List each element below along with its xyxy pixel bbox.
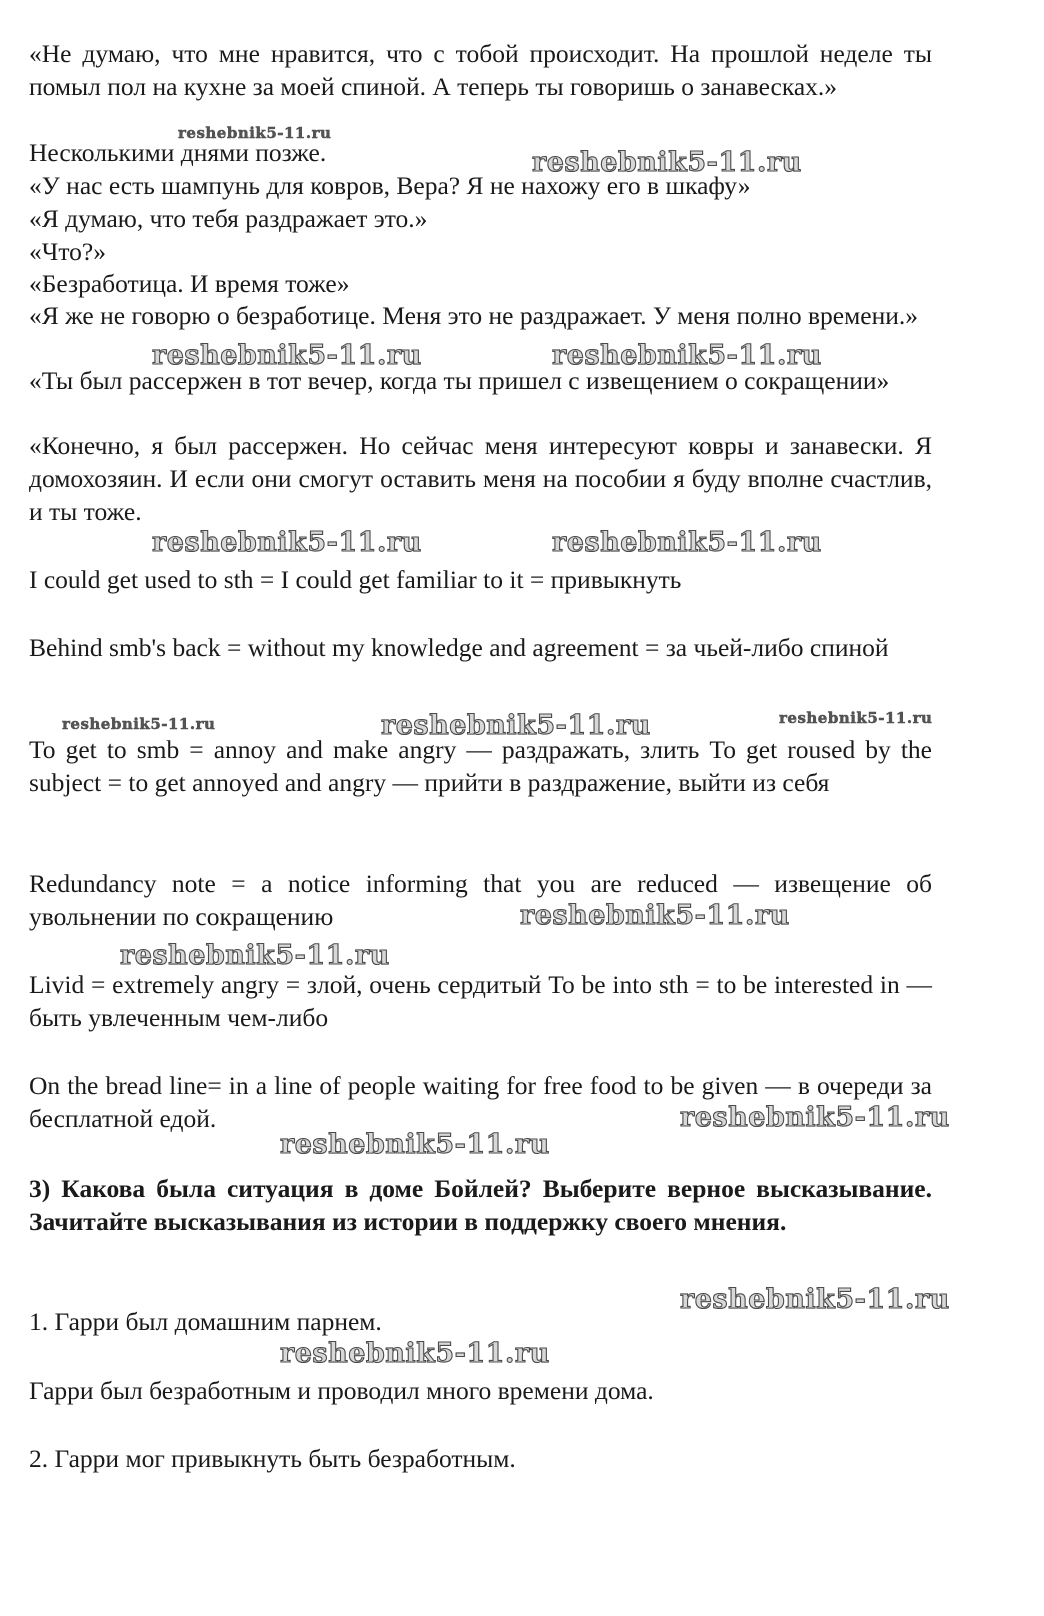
vocab-get-used: I could get used to sth = I could get familiar to it = привыкнуть <box>29 565 682 594</box>
vocab-redundancy-note: Redundancy note = a notice informing that you are reduced — извещение об увольнении по сокращению <box>29 869 932 931</box>
watermark: reshebnik5-11.ru <box>120 940 390 971</box>
question-3-heading: 3) Какова была ситуация в доме Бойлей? Выберите верное высказывание. Зачитайте высказывания из истории в поддержку своего мнения. <box>29 1174 932 1236</box>
answer-2-statement: 2. Гарри мог привыкнуть быть безработным. <box>29 1444 516 1473</box>
paragraph-quote-time: «Я же не говорю о безработице. Меня это не раздражает. У меня полно времени.» <box>29 301 918 330</box>
watermark: reshebnik5-11.ru <box>680 1102 950 1133</box>
watermark: reshebnik5-11.ru <box>552 340 822 371</box>
paragraph-quote-curtains: «Не думаю, что мне нравится, что с тобой происходит. На прошлой неделе ты помыл пол на кухне за моей спиной. А теперь ты говоришь о занавесках.» <box>29 39 932 101</box>
answer-1-statement: 1. Гарри был домашним парнем. <box>29 1307 382 1336</box>
vocab-bread-line: On the bread line= in a line of people waiting for free food to be given — в очереди за бесплатной едой. <box>29 1071 932 1133</box>
watermark: reshebnik5-11.ru <box>62 715 216 733</box>
watermark: reshebnik5-11.ru <box>680 1284 950 1315</box>
vocab-get-to-smb: To get to smb = annoy and make angry — раздражать, злить To get roused by the subject = to get annoyed and angry — прийти в раздражение, выйти из себя <box>29 735 932 797</box>
watermark: reshebnik5-11.ru <box>152 527 422 558</box>
paragraph-quote-unemployment: «Безработица. И время тоже» <box>29 269 350 298</box>
paragraph-quote-househusband: «Конечно, я был рассержен. Но сейчас меня интересуют ковры и занавески. Я домохозяин. И если они смогут оставить меня на пособии я буду вполне счастлив, и ты тоже. <box>29 431 932 526</box>
watermark: reshebnik5-11.ru <box>178 124 332 142</box>
answer-1-text: Гарри был безработным и проводил много времени дома. <box>29 1376 654 1405</box>
watermark: reshebnik5-11.ru <box>280 1338 550 1369</box>
vocab-livid: Livid = extremely angry = злой, очень сердитый To be into sth = to be interested in — быть увлеченным чем-либо <box>29 970 932 1032</box>
watermark: reshebnik5-11.ru <box>532 147 802 178</box>
paragraph-quote-angry: «Ты был рассержен в тот вечер, когда ты пришел с извещением о сокращении» <box>29 366 890 395</box>
paragraph-quote-shampoo: «У нас есть шампунь для ковров, Вера? Я не нахожу его в шкафу» <box>29 171 751 200</box>
paragraph-days-later: Несколькими днями позже. <box>29 138 327 167</box>
watermark: reshebnik5-11.ru <box>381 710 651 741</box>
watermark: reshebnik5-11.ru <box>152 340 422 371</box>
paragraph-quote-what: «Что?» <box>29 237 106 266</box>
watermark: reshebnik5-11.ru <box>552 527 822 558</box>
watermark: reshebnik5-11.ru <box>520 900 790 931</box>
paragraph-quote-annoys: «Я думаю, что тебя раздражает это.» <box>29 204 428 233</box>
watermark: reshebnik5-11.ru <box>280 1129 550 1160</box>
vocab-behind-back: Behind smb's back = without my knowledge and agreement = за чьей-либо спиной <box>29 633 889 662</box>
watermark: reshebnik5-11.ru <box>779 709 933 727</box>
